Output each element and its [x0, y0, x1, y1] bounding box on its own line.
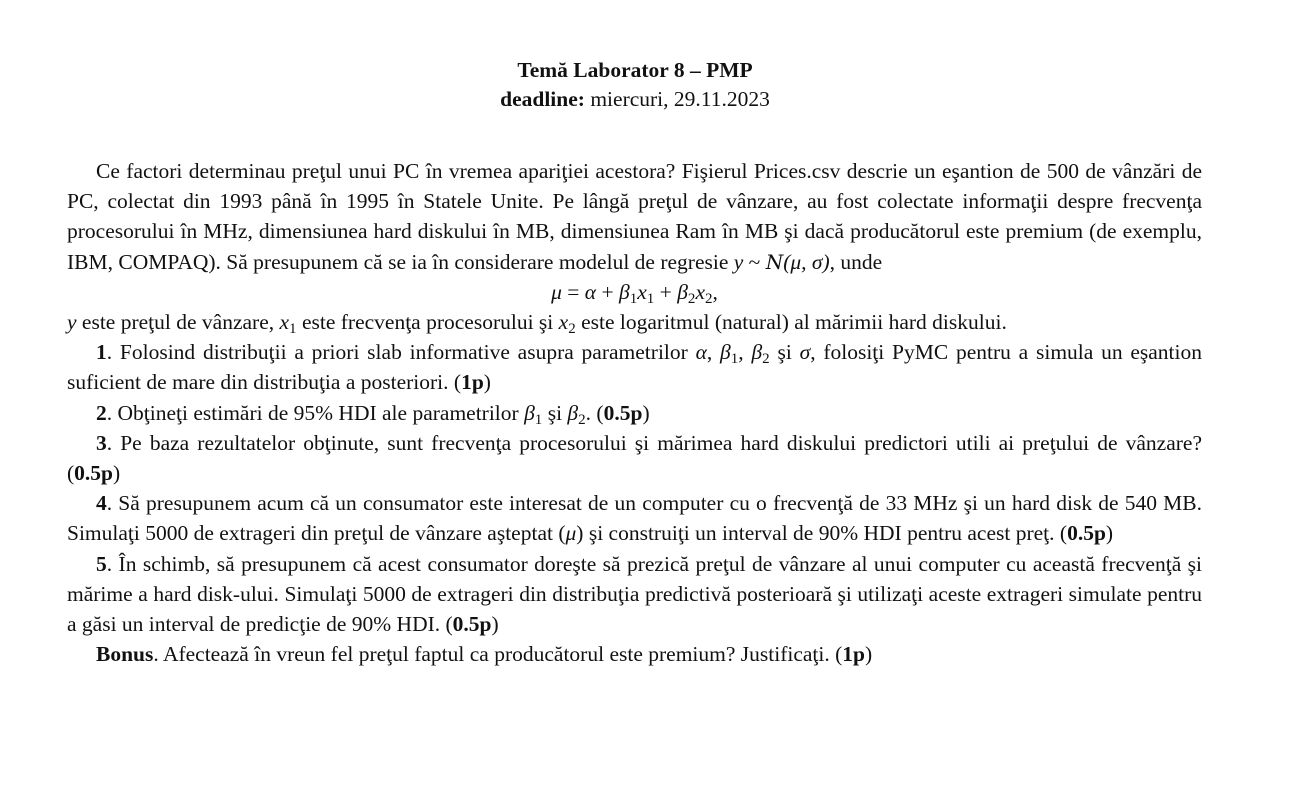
task-4-number: 4	[96, 491, 107, 516]
formula-beta-2-sub: 2	[687, 290, 696, 307]
task-3-points: 0.5p	[74, 461, 114, 486]
task-3-text: . Pe baza rezultatelor obţinute, sunt frecvenţa procesorului şi mărimea hard diskului predictori utili ai preţului de vânzare? (	[67, 430, 1202, 486]
task-2-text: . Obţineţi estimări de 95% HDI ale parametrilor	[106, 400, 525, 425]
task-5-points: 0.5p	[452, 612, 492, 637]
task-4-mu: μ	[565, 521, 577, 546]
model-y: y	[733, 249, 744, 274]
formula-end: ,	[712, 279, 718, 304]
task-1-text: . Folosind distribuţii a priori slab informative asupra parametrilor	[106, 340, 696, 365]
explain-text-1: este preţul de vânzare,	[76, 310, 280, 335]
task-2-beta-1-sub: 1	[534, 411, 543, 428]
formula-beta-1: β	[618, 279, 630, 304]
formula-plus-2: +	[654, 279, 678, 304]
formula-x-1: x	[637, 279, 647, 304]
task-1-beta-1: β	[720, 340, 731, 365]
task-2-beta-2-sub: 2	[578, 411, 586, 428]
task-4-text: . Să presupunem acum că un consumator este interesat de un computer cu o frecvenţă de 33 MHz şi un hard disk de 540 MB. Simulaţi 5000 de extrageri din preţul de vânzare aşteptat (	[67, 491, 1202, 546]
formula-alpha: α	[584, 279, 597, 304]
deadline-label: deadline:	[500, 87, 585, 111]
bonus-end: )	[865, 642, 873, 667]
formula-x-2-sub: 2	[704, 290, 713, 307]
formula-mu: μ	[551, 279, 562, 304]
task-5	[67, 549, 1202, 640]
task-2	[67, 398, 1202, 428]
explain-x2: x	[558, 310, 569, 335]
task-4	[67, 488, 1202, 548]
document-body	[67, 156, 1202, 669]
task-4-text-2: ) şi construiţi un interval de 90% HDI pentru acest preţ. (	[576, 521, 1068, 546]
explain-y: y	[67, 310, 77, 335]
task-4-end: )	[1105, 521, 1114, 546]
deadline-line	[0, 84, 1270, 114]
task-2-beta-2: β	[567, 400, 579, 425]
model-args: (μ, σ)	[783, 249, 830, 274]
task-1-comma-2: ,	[738, 340, 752, 365]
task-2-points: 0.5p	[603, 400, 643, 425]
task-2-text-2: . (	[585, 400, 604, 425]
task-1-beta-1-sub: 1	[730, 351, 739, 368]
task-1-comma-1: ,	[706, 340, 721, 365]
intro-paragraph	[67, 156, 1202, 277]
task-2-end: )	[642, 400, 650, 425]
formula-x-1-sub: 1	[646, 290, 655, 307]
variables-explanation	[67, 307, 1202, 337]
task-5-end: )	[491, 612, 499, 637]
formula-plus-1: +	[596, 279, 619, 304]
task-2-and: şi	[542, 400, 568, 425]
task-1-alpha: α	[695, 340, 707, 365]
task-1-text-2: , folosiţi PyMC pentru a simula un eşantion suficient de mare din distribuţia a posteriori. (	[67, 340, 1203, 395]
task-3	[67, 428, 1202, 488]
model-tail: , unde	[829, 249, 883, 274]
task-1-number: 1	[96, 340, 107, 365]
task-bonus	[67, 639, 1202, 669]
bonus-text: . Afectează în vreun fel preţul faptul ca producătorul este premium? Justificaţi. (	[153, 642, 843, 667]
header	[0, 56, 1270, 114]
explain-text-2: este frecvenţa procesorului şi	[296, 310, 559, 335]
task-2-beta-1: β	[524, 400, 535, 425]
task-1-beta-2: β	[751, 340, 763, 365]
task-1-end: )	[483, 370, 491, 395]
bonus-label: Bonus	[96, 642, 154, 667]
formula-beta-2: β	[677, 279, 688, 304]
task-3-end: )	[113, 461, 121, 486]
explain-x2-sub: 2	[568, 321, 576, 338]
model-tilde: ~	[743, 249, 766, 274]
task-1-beta-2-sub: 2	[762, 351, 770, 368]
explain-text-3: este logaritmul (natural) al mărimii hard diskului.	[575, 310, 1007, 335]
regression-formula	[67, 277, 1202, 307]
formula-beta-1-sub: 1	[629, 290, 638, 307]
task-1	[67, 337, 1202, 397]
model-normal: N	[765, 249, 784, 274]
bonus-points: 1p	[842, 642, 866, 667]
intro-text: Ce factori determinau preţul unui PC în vremea apariţiei acestora? Fişierul Prices.csv descrie un eşantion de 500 de vânzări de PC, colectat din 1993 până în 1995 în Statele Unite. Pe lângă preţul de vânzare, au fost colectate informaţii despre frecvenţa procesorului în MHz, dimensiunea hard diskului în MB, dimensiunea Ram în MB şi dacă producătorul este premium (de exemplu, IBM, COMPAQ). Să presupunem că se ia în considerare modelul de regresie	[67, 159, 1202, 274]
task-1-sigma: σ	[799, 340, 811, 365]
formula-x-2: x	[695, 279, 705, 304]
task-5-number: 5	[96, 551, 107, 576]
formula-eq: =	[561, 279, 585, 304]
page-title: Temă Laborator 8 – PMP	[517, 58, 753, 82]
deadline-value: miercuri, 29.11.2023	[584, 87, 770, 111]
task-4-points: 0.5p	[1067, 521, 1106, 546]
task-1-and: şi	[769, 340, 800, 365]
explain-x1: x	[279, 310, 290, 335]
task-5-text: . În schimb, să presupunem că acest consumator doreşte să prezică preţul de vânzare al unui computer cu această frecvenţă şi mărime a hard disk-ului. Simulaţi 5000 de extrageri din distribuţia predictivă posterioară şi utilizaţi aceste extrageri simulate pentru a găsi un interval de predicţie de 90% HDI. (	[67, 551, 1202, 637]
task-2-number: 2	[96, 400, 107, 425]
task-3-number: 3	[96, 430, 107, 455]
explain-x1-sub: 1	[289, 321, 297, 338]
task-1-points: 1p	[461, 370, 484, 395]
